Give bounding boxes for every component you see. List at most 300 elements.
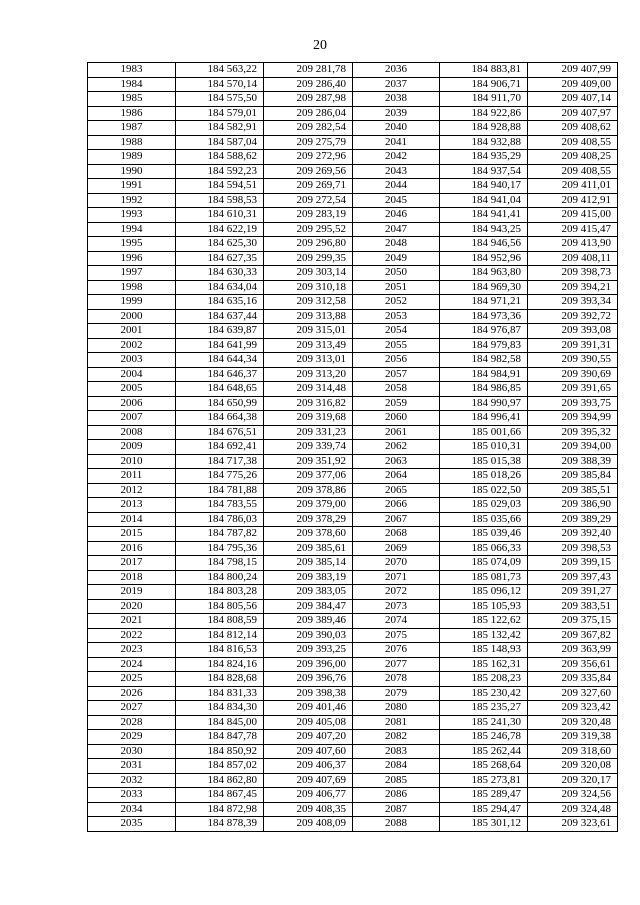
- point-number-right: 2086: [353, 788, 440, 803]
- point-number-left: 2029: [88, 730, 176, 745]
- y-coordinate-left: 209 272,54: [264, 193, 353, 208]
- point-number-right: 2066: [353, 498, 440, 513]
- x-coordinate-right: 185 066,33: [440, 541, 528, 556]
- x-coordinate-right: 185 148,93: [440, 643, 528, 658]
- table-row: [88, 657, 618, 672]
- table-row: [88, 730, 618, 745]
- y-coordinate-right: 209 394,21: [528, 280, 618, 295]
- y-coordinate-left: 209 286,40: [264, 77, 353, 92]
- x-coordinate-left: 184 594,51: [176, 179, 264, 194]
- y-coordinate-left: 209 282,54: [264, 121, 353, 136]
- x-coordinate-right: 185 015,38: [440, 454, 528, 469]
- table-row: [88, 266, 618, 281]
- x-coordinate-left: 184 630,33: [176, 266, 264, 281]
- x-coordinate-right: 184 883,81: [440, 63, 528, 78]
- point-number-right: 2084: [353, 759, 440, 774]
- y-coordinate-left: 209 287,98: [264, 92, 353, 107]
- x-coordinate-left: 184 582,91: [176, 121, 264, 136]
- y-coordinate-right: 209 394,99: [528, 411, 618, 426]
- x-coordinate-left: 184 783,55: [176, 498, 264, 513]
- x-coordinate-left: 184 867,45: [176, 788, 264, 803]
- point-number-left: 2006: [88, 396, 176, 411]
- x-coordinate-right: 184 986,85: [440, 382, 528, 397]
- point-number-right: 2049: [353, 251, 440, 266]
- y-coordinate-right: 209 383,51: [528, 599, 618, 614]
- y-coordinate-right: 209 320,48: [528, 715, 618, 730]
- y-coordinate-left: 209 405,08: [264, 715, 353, 730]
- x-coordinate-left: 184 786,03: [176, 512, 264, 527]
- y-coordinate-left: 209 378,86: [264, 483, 353, 498]
- table-row: [88, 208, 618, 223]
- y-coordinate-left: 209 407,20: [264, 730, 353, 745]
- x-coordinate-right: 185 132,42: [440, 628, 528, 643]
- y-coordinate-right: 209 391,31: [528, 338, 618, 353]
- point-number-right: 2042: [353, 150, 440, 165]
- y-coordinate-left: 209 406,77: [264, 788, 353, 803]
- x-coordinate-right: 184 932,88: [440, 135, 528, 150]
- table-row: [88, 251, 618, 266]
- x-coordinate-right: 184 928,88: [440, 121, 528, 136]
- x-coordinate-left: 184 872,98: [176, 802, 264, 817]
- point-number-left: 2026: [88, 686, 176, 701]
- x-coordinate-right: 185 301,12: [440, 817, 528, 832]
- point-number-left: 2017: [88, 556, 176, 571]
- table-row: [88, 425, 618, 440]
- point-number-left: 1991: [88, 179, 176, 194]
- y-coordinate-left: 209 351,92: [264, 454, 353, 469]
- y-coordinate-right: 209 391,65: [528, 382, 618, 397]
- x-coordinate-left: 184 798,15: [176, 556, 264, 571]
- x-coordinate-left: 184 592,23: [176, 164, 264, 179]
- point-number-right: 2050: [353, 266, 440, 281]
- x-coordinate-right: 184 973,36: [440, 309, 528, 324]
- x-coordinate-left: 184 634,04: [176, 280, 264, 295]
- x-coordinate-right: 185 022,50: [440, 483, 528, 498]
- y-coordinate-left: 209 408,35: [264, 802, 353, 817]
- y-coordinate-right: 209 408,11: [528, 251, 618, 266]
- point-number-left: 2004: [88, 367, 176, 382]
- point-number-left: 1995: [88, 237, 176, 252]
- y-coordinate-left: 209 303,14: [264, 266, 353, 281]
- y-coordinate-left: 209 313,88: [264, 309, 353, 324]
- table-row: [88, 309, 618, 324]
- y-coordinate-right: 209 323,61: [528, 817, 618, 832]
- x-coordinate-left: 184 775,26: [176, 469, 264, 484]
- x-coordinate-left: 184 692,41: [176, 440, 264, 455]
- point-number-left: 2016: [88, 541, 176, 556]
- point-number-left: 2007: [88, 411, 176, 426]
- point-number-right: 2079: [353, 686, 440, 701]
- x-coordinate-left: 184 579,01: [176, 106, 264, 121]
- y-coordinate-right: 209 413,90: [528, 237, 618, 252]
- x-coordinate-left: 184 816,53: [176, 643, 264, 658]
- point-number-right: 2045: [353, 193, 440, 208]
- table-row: [88, 92, 618, 107]
- x-coordinate-right: 185 162,31: [440, 657, 528, 672]
- table-row: [88, 744, 618, 759]
- point-number-left: 1990: [88, 164, 176, 179]
- table-row: [88, 411, 618, 426]
- point-number-right: 2055: [353, 338, 440, 353]
- x-coordinate-left: 184 800,24: [176, 570, 264, 585]
- y-coordinate-left: 209 378,29: [264, 512, 353, 527]
- point-number-left: 1984: [88, 77, 176, 92]
- y-coordinate-left: 209 313,49: [264, 338, 353, 353]
- table-row: [88, 701, 618, 716]
- point-number-left: 2011: [88, 469, 176, 484]
- x-coordinate-right: 184 952,96: [440, 251, 528, 266]
- y-coordinate-left: 209 296,80: [264, 237, 353, 252]
- y-coordinate-right: 209 324,48: [528, 802, 618, 817]
- y-coordinate-left: 209 390,03: [264, 628, 353, 643]
- table-row: [88, 280, 618, 295]
- y-coordinate-left: 209 312,58: [264, 295, 353, 310]
- x-coordinate-left: 184 828,68: [176, 672, 264, 687]
- table-row: [88, 396, 618, 411]
- x-coordinate-right: 184 963,80: [440, 266, 528, 281]
- x-coordinate-left: 184 834,30: [176, 701, 264, 716]
- x-coordinate-left: 184 646,37: [176, 367, 264, 382]
- y-coordinate-right: 209 319,38: [528, 730, 618, 745]
- table-row: [88, 541, 618, 556]
- point-number-left: 2034: [88, 802, 176, 817]
- x-coordinate-right: 184 937,54: [440, 164, 528, 179]
- point-number-left: 2022: [88, 628, 176, 643]
- y-coordinate-left: 209 275,79: [264, 135, 353, 150]
- x-coordinate-left: 184 862,80: [176, 773, 264, 788]
- y-coordinate-left: 209 385,14: [264, 556, 353, 571]
- x-coordinate-right: 184 906,71: [440, 77, 528, 92]
- x-coordinate-right: 185 018,26: [440, 469, 528, 484]
- y-coordinate-left: 209 383,19: [264, 570, 353, 585]
- x-coordinate-left: 184 650,99: [176, 396, 264, 411]
- point-number-right: 2067: [353, 512, 440, 527]
- y-coordinate-right: 209 393,08: [528, 324, 618, 339]
- table-row: [88, 817, 618, 832]
- x-coordinate-right: 185 273,81: [440, 773, 528, 788]
- point-number-right: 2054: [353, 324, 440, 339]
- point-number-right: 2085: [353, 773, 440, 788]
- y-coordinate-right: 209 318,60: [528, 744, 618, 759]
- x-coordinate-left: 184 587,04: [176, 135, 264, 150]
- point-number-right: 2036: [353, 63, 440, 78]
- x-coordinate-left: 184 570,14: [176, 77, 264, 92]
- point-number-right: 2078: [353, 672, 440, 687]
- x-coordinate-left: 184 635,16: [176, 295, 264, 310]
- y-coordinate-right: 209 375,15: [528, 614, 618, 629]
- table-row: [88, 643, 618, 658]
- y-coordinate-left: 209 408,09: [264, 817, 353, 832]
- table-row: [88, 63, 618, 78]
- y-coordinate-right: 209 398,53: [528, 541, 618, 556]
- table-row: [88, 498, 618, 513]
- point-number-left: 1998: [88, 280, 176, 295]
- y-coordinate-right: 209 392,72: [528, 309, 618, 324]
- x-coordinate-left: 184 637,44: [176, 309, 264, 324]
- point-number-left: 1985: [88, 92, 176, 107]
- point-number-right: 2081: [353, 715, 440, 730]
- point-number-left: 1999: [88, 295, 176, 310]
- point-number-left: 2035: [88, 817, 176, 832]
- y-coordinate-right: 209 394,00: [528, 440, 618, 455]
- x-coordinate-left: 184 847,78: [176, 730, 264, 745]
- table-row: [88, 295, 618, 310]
- y-coordinate-left: 209 396,76: [264, 672, 353, 687]
- table-row: [88, 440, 618, 455]
- point-number-right: 2077: [353, 657, 440, 672]
- y-coordinate-right: 209 320,17: [528, 773, 618, 788]
- point-number-right: 2056: [353, 353, 440, 368]
- table-row: [88, 324, 618, 339]
- y-coordinate-right: 209 393,75: [528, 396, 618, 411]
- x-coordinate-right: 185 294,47: [440, 802, 528, 817]
- x-coordinate-left: 184 803,28: [176, 585, 264, 600]
- table-row: [88, 527, 618, 542]
- table-row: [88, 512, 618, 527]
- point-number-right: 2060: [353, 411, 440, 426]
- x-coordinate-right: 185 035,66: [440, 512, 528, 527]
- point-number-right: 2038: [353, 92, 440, 107]
- y-coordinate-left: 209 406,37: [264, 759, 353, 774]
- point-number-left: 2013: [88, 498, 176, 513]
- table-row: [88, 614, 618, 629]
- x-coordinate-left: 184 588,62: [176, 150, 264, 165]
- y-coordinate-left: 209 385,61: [264, 541, 353, 556]
- x-coordinate-left: 184 625,30: [176, 237, 264, 252]
- point-number-right: 2074: [353, 614, 440, 629]
- x-coordinate-left: 184 676,51: [176, 425, 264, 440]
- point-number-right: 2073: [353, 599, 440, 614]
- y-coordinate-right: 209 385,51: [528, 483, 618, 498]
- point-number-left: 2019: [88, 585, 176, 600]
- x-coordinate-right: 184 943,25: [440, 222, 528, 237]
- x-coordinate-left: 184 808,59: [176, 614, 264, 629]
- point-number-left: 2010: [88, 454, 176, 469]
- x-coordinate-left: 184 664,38: [176, 411, 264, 426]
- y-coordinate-right: 209 409,00: [528, 77, 618, 92]
- y-coordinate-left: 209 331,23: [264, 425, 353, 440]
- table-row: [88, 237, 618, 252]
- y-coordinate-left: 209 281,78: [264, 63, 353, 78]
- point-number-left: 2020: [88, 599, 176, 614]
- y-coordinate-right: 209 320,08: [528, 759, 618, 774]
- point-number-right: 2039: [353, 106, 440, 121]
- table-row: [88, 599, 618, 614]
- point-number-right: 2062: [353, 440, 440, 455]
- table-row: [88, 483, 618, 498]
- y-coordinate-right: 209 327,60: [528, 686, 618, 701]
- x-coordinate-right: 184 971,21: [440, 295, 528, 310]
- y-coordinate-left: 209 379,00: [264, 498, 353, 513]
- y-coordinate-left: 209 339,74: [264, 440, 353, 455]
- x-coordinate-left: 184 610,31: [176, 208, 264, 223]
- y-coordinate-right: 209 390,69: [528, 367, 618, 382]
- x-coordinate-right: 185 262,44: [440, 744, 528, 759]
- x-coordinate-right: 185 230,42: [440, 686, 528, 701]
- table-row: [88, 353, 618, 368]
- y-coordinate-left: 209 314,48: [264, 382, 353, 397]
- table-row: [88, 628, 618, 643]
- y-coordinate-right: 209 408,55: [528, 164, 618, 179]
- y-coordinate-right: 209 398,73: [528, 266, 618, 281]
- point-number-right: 2041: [353, 135, 440, 150]
- y-coordinate-left: 209 407,60: [264, 744, 353, 759]
- x-coordinate-right: 185 289,47: [440, 788, 528, 803]
- y-coordinate-right: 209 367,82: [528, 628, 618, 643]
- x-coordinate-right: 185 010,31: [440, 440, 528, 455]
- point-number-right: 2043: [353, 164, 440, 179]
- point-number-left: 2032: [88, 773, 176, 788]
- table-row: [88, 759, 618, 774]
- x-coordinate-left: 184 622,19: [176, 222, 264, 237]
- x-coordinate-right: 185 246,78: [440, 730, 528, 745]
- point-number-left: 2018: [88, 570, 176, 585]
- y-coordinate-right: 209 356,61: [528, 657, 618, 672]
- point-number-right: 2087: [353, 802, 440, 817]
- x-coordinate-left: 184 857,02: [176, 759, 264, 774]
- x-coordinate-left: 184 644,34: [176, 353, 264, 368]
- y-coordinate-left: 209 377,06: [264, 469, 353, 484]
- table-row: [88, 367, 618, 382]
- x-coordinate-right: 184 941,04: [440, 193, 528, 208]
- point-number-left: 1997: [88, 266, 176, 281]
- point-number-left: 2028: [88, 715, 176, 730]
- point-number-right: 2065: [353, 483, 440, 498]
- point-number-right: 2052: [353, 295, 440, 310]
- table-row: [88, 164, 618, 179]
- x-coordinate-right: 184 935,29: [440, 150, 528, 165]
- x-coordinate-right: 185 081,73: [440, 570, 528, 585]
- point-number-left: 2025: [88, 672, 176, 687]
- point-number-left: 2021: [88, 614, 176, 629]
- y-coordinate-left: 209 295,52: [264, 222, 353, 237]
- y-coordinate-right: 209 324,56: [528, 788, 618, 803]
- table-row: [88, 179, 618, 194]
- x-coordinate-left: 184 781,88: [176, 483, 264, 498]
- x-coordinate-right: 185 208,23: [440, 672, 528, 687]
- point-number-right: 2058: [353, 382, 440, 397]
- point-number-right: 2076: [353, 643, 440, 658]
- point-number-left: 2012: [88, 483, 176, 498]
- point-number-right: 2048: [353, 237, 440, 252]
- point-number-left: 1994: [88, 222, 176, 237]
- y-coordinate-left: 209 310,18: [264, 280, 353, 295]
- x-coordinate-right: 185 039,46: [440, 527, 528, 542]
- point-number-right: 2047: [353, 222, 440, 237]
- x-coordinate-right: 185 122,62: [440, 614, 528, 629]
- point-number-left: 2015: [88, 527, 176, 542]
- y-coordinate-right: 209 335,84: [528, 672, 618, 687]
- point-number-left: 2027: [88, 701, 176, 716]
- table-row: [88, 106, 618, 121]
- point-number-right: 2057: [353, 367, 440, 382]
- x-coordinate-left: 184 878,39: [176, 817, 264, 832]
- x-coordinate-right: 184 990,97: [440, 396, 528, 411]
- point-number-right: 2068: [353, 527, 440, 542]
- x-coordinate-right: 184 969,30: [440, 280, 528, 295]
- x-coordinate-right: 185 029,03: [440, 498, 528, 513]
- point-number-left: 1988: [88, 135, 176, 150]
- table-row: [88, 338, 618, 353]
- x-coordinate-left: 184 787,82: [176, 527, 264, 542]
- x-coordinate-right: 185 001,66: [440, 425, 528, 440]
- y-coordinate-left: 209 383,05: [264, 585, 353, 600]
- point-number-right: 2040: [353, 121, 440, 136]
- y-coordinate-right: 209 415,00: [528, 208, 618, 223]
- point-number-left: 1996: [88, 251, 176, 266]
- table-row: [88, 193, 618, 208]
- y-coordinate-right: 209 385,84: [528, 469, 618, 484]
- point-number-left: 2033: [88, 788, 176, 803]
- x-coordinate-left: 184 627,35: [176, 251, 264, 266]
- table-row: [88, 135, 618, 150]
- x-coordinate-left: 184 831,33: [176, 686, 264, 701]
- x-coordinate-left: 184 648,65: [176, 382, 264, 397]
- y-coordinate-right: 209 408,62: [528, 121, 618, 136]
- y-coordinate-right: 209 389,29: [528, 512, 618, 527]
- coordinates-table-body: [88, 63, 618, 832]
- x-coordinate-right: 184 984,91: [440, 367, 528, 382]
- coordinates-table: [87, 62, 618, 832]
- table-row: [88, 77, 618, 92]
- point-number-left: 1983: [88, 63, 176, 78]
- y-coordinate-left: 209 396,00: [264, 657, 353, 672]
- x-coordinate-left: 184 641,99: [176, 338, 264, 353]
- point-number-left: 2000: [88, 309, 176, 324]
- y-coordinate-left: 209 384,47: [264, 599, 353, 614]
- table-row: [88, 773, 618, 788]
- y-coordinate-left: 209 401,46: [264, 701, 353, 716]
- point-number-left: 1986: [88, 106, 176, 121]
- point-number-right: 2063: [353, 454, 440, 469]
- y-coordinate-right: 209 407,14: [528, 92, 618, 107]
- y-coordinate-right: 209 397,43: [528, 570, 618, 585]
- y-coordinate-right: 209 390,55: [528, 353, 618, 368]
- x-coordinate-left: 184 717,38: [176, 454, 264, 469]
- table-row: [88, 556, 618, 571]
- y-coordinate-right: 209 407,97: [528, 106, 618, 121]
- page-number: 20: [313, 38, 327, 53]
- point-number-right: 2088: [353, 817, 440, 832]
- x-coordinate-left: 184 805,56: [176, 599, 264, 614]
- table-row: [88, 150, 618, 165]
- point-number-right: 2046: [353, 208, 440, 223]
- point-number-left: 2030: [88, 744, 176, 759]
- x-coordinate-left: 184 845,00: [176, 715, 264, 730]
- point-number-right: 2053: [353, 309, 440, 324]
- y-coordinate-left: 209 315,01: [264, 324, 353, 339]
- x-coordinate-right: 184 996,41: [440, 411, 528, 426]
- point-number-right: 2051: [353, 280, 440, 295]
- y-coordinate-right: 209 363,99: [528, 643, 618, 658]
- y-coordinate-left: 209 393,25: [264, 643, 353, 658]
- x-coordinate-left: 184 812,14: [176, 628, 264, 643]
- x-coordinate-left: 184 639,87: [176, 324, 264, 339]
- y-coordinate-left: 209 299,35: [264, 251, 353, 266]
- table-row: [88, 585, 618, 600]
- point-number-right: 2037: [353, 77, 440, 92]
- x-coordinate-right: 185 235,27: [440, 701, 528, 716]
- x-coordinate-right: 184 911,70: [440, 92, 528, 107]
- table-row: [88, 715, 618, 730]
- x-coordinate-left: 184 598,53: [176, 193, 264, 208]
- table-row: [88, 672, 618, 687]
- y-coordinate-right: 209 391,27: [528, 585, 618, 600]
- point-number-right: 2061: [353, 425, 440, 440]
- point-number-right: 2059: [353, 396, 440, 411]
- point-number-left: 1993: [88, 208, 176, 223]
- point-number-right: 2083: [353, 744, 440, 759]
